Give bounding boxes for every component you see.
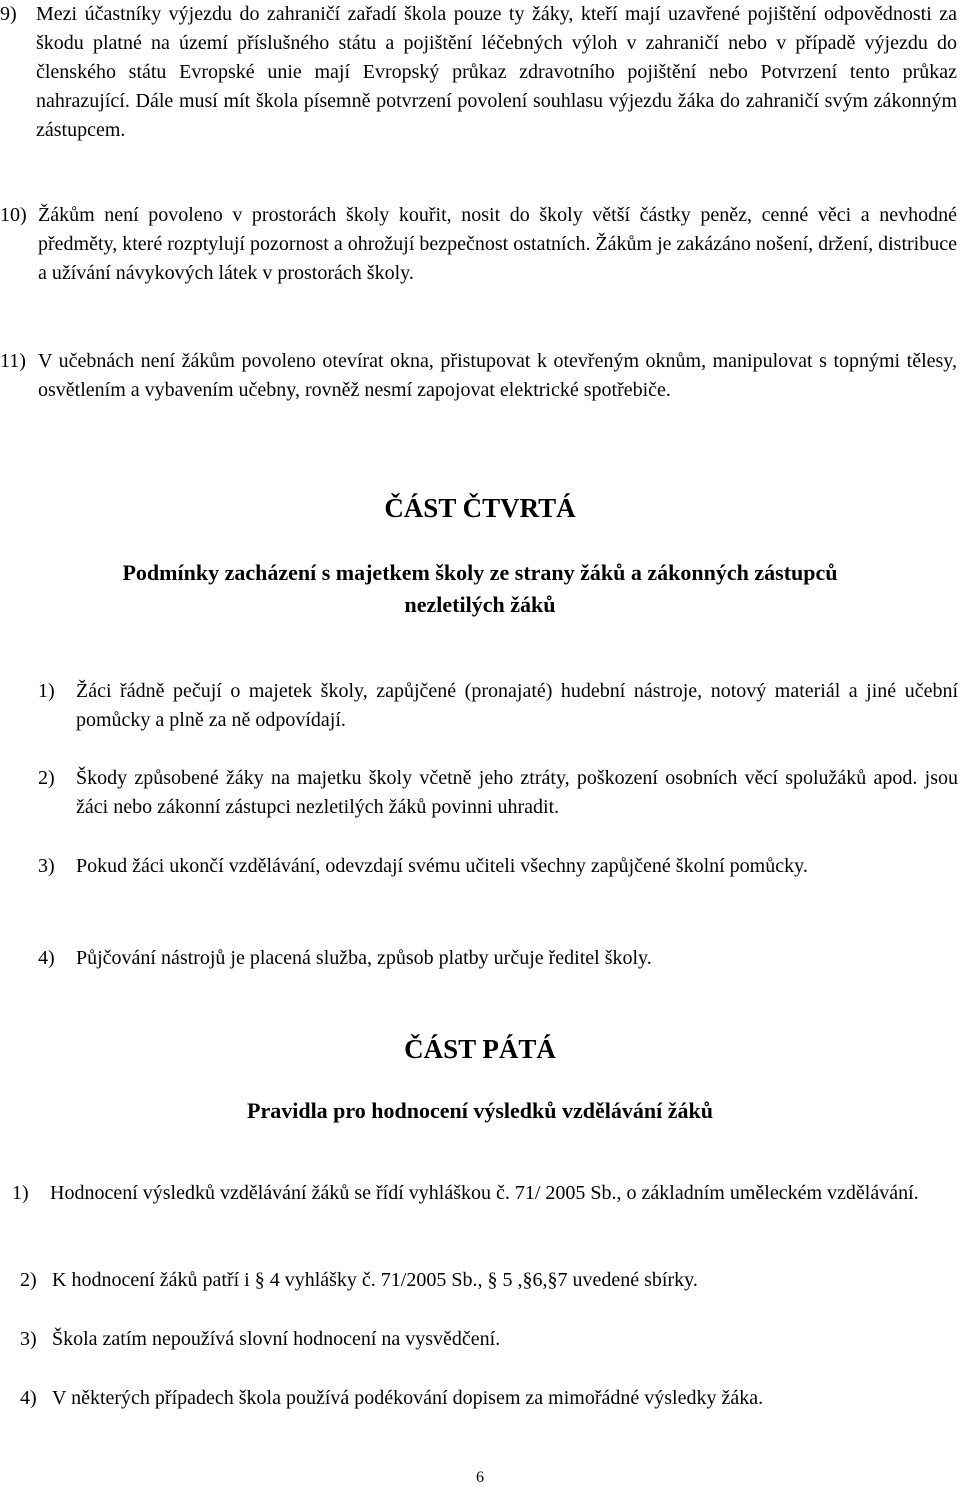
rule-number: 9)	[0, 3, 17, 25]
part-five-item-1	[12, 1179, 952, 1208]
rule-number: 2)	[20, 1269, 37, 1291]
part-four-item-2	[38, 764, 958, 822]
part-five-item-4	[20, 1384, 960, 1413]
part-four-subheading-line1: Podmínky zacházení s majetkem školy ze strany žáků a zákonných zástupců	[122, 560, 838, 585]
rule-number: 3)	[20, 1328, 37, 1350]
rule-number: 1)	[12, 1182, 29, 1204]
rule-number: 4)	[38, 947, 55, 969]
part-four-heading: ČÁST ČTVRTÁ	[384, 493, 576, 523]
rule-text: V učebnách není žákům povoleno otevírat okna, přistupovat k otevřeným oknům, manipulovat s topnými tělesy, osvětlením a vybavením učebny, rovněž nesmí zapojovat elektrické spotřebiče.	[38, 350, 957, 401]
rule-item-9	[0, 0, 957, 145]
rule-text: Žáci řádně pečují o majetek školy, zapůjčené (pronajaté) hudební nástroje, notový materiál a jiné učební pomůcky a plně za ně odpovídají.	[76, 680, 958, 731]
rule-number: 11)	[0, 350, 26, 372]
rule-text: Půjčování nástrojů je placená služba, způsob platby určuje ředitel školy.	[76, 947, 652, 969]
rule-number: 2)	[38, 767, 55, 789]
rule-text: V některých případech škola používá podékování dopisem za mimořádné výsledky žáka.	[52, 1387, 764, 1409]
part-four-item-3	[38, 852, 958, 881]
rule-number: 10)	[0, 204, 27, 226]
rule-text: Mezi účastníky výjezdu do zahraničí zařadí škola pouze ty žáky, kteří mají uzavřené pojištění odpovědnosti za škodu platné na území příslušného státu a pojištění léčebných výloh v zahraničí nebo v případě výjezdu do členského státu Evropské unie mají Evropský průkaz zdravotního pojištění nebo Potvrzení tento průkaz nahrazující. Dále musí mít škola písemně potvrzení povolení souhlasu výjezdu žáka do zahraničí svým zákonným zástupcem.	[36, 3, 957, 141]
rule-text: Škody způsobené žáky na majetku školy včetně jeho ztráty, poškození osobních věcí spolužáků apod. jsou žáci nebo zákonní zástupci nezletilých žáků povinni uhradit.	[76, 767, 958, 818]
rule-item-11	[0, 347, 957, 405]
part-five-subheading: Pravidla pro hodnocení výsledků vzdělávání žáků	[247, 1098, 713, 1123]
rule-text: Žákům není povoleno v prostorách školy kouřit, nosit do školy větší částky peněz, cenné věci a nevhodné předměty, které rozptylují pozornost a ohrožují bezpečnost ostatních. Žákům je zakázáno nošení, držení, distribuce a užívání návykových látek v prostorách školy.	[38, 204, 957, 284]
rule-number: 1)	[38, 680, 55, 702]
rule-number: 3)	[38, 855, 55, 877]
rule-text: Škola zatím nepoužívá slovní hodnocení na vysvědčení.	[52, 1328, 501, 1350]
part-five-item-2	[20, 1266, 960, 1295]
part-five-item-3	[20, 1325, 960, 1354]
part-four-item-1	[38, 677, 958, 735]
rule-item-10	[0, 201, 957, 288]
part-four-subheading-line2: nezletilých žáků	[404, 592, 556, 617]
rule-text: K hodnocení žáků patří i § 4 vyhlášky č. 71/2005 Sb., § 5 ,§6,§7 uvedené sbírky.	[52, 1269, 698, 1291]
page-number: 6	[476, 1469, 484, 1486]
part-four-item-4	[38, 944, 958, 973]
rule-number: 4)	[20, 1387, 37, 1409]
rule-text: Pokud žáci ukončí vzdělávání, odevzdají svému učiteli všechny zapůjčené školní pomůcky.	[76, 855, 808, 877]
part-five-heading: ČÁST PÁTÁ	[404, 1034, 556, 1064]
rule-text: Hodnocení výsledků vzdělávání žáků se řídí vyhláškou č. 71/ 2005 Sb., o základním uměleckém vzdělávání.	[50, 1182, 919, 1204]
